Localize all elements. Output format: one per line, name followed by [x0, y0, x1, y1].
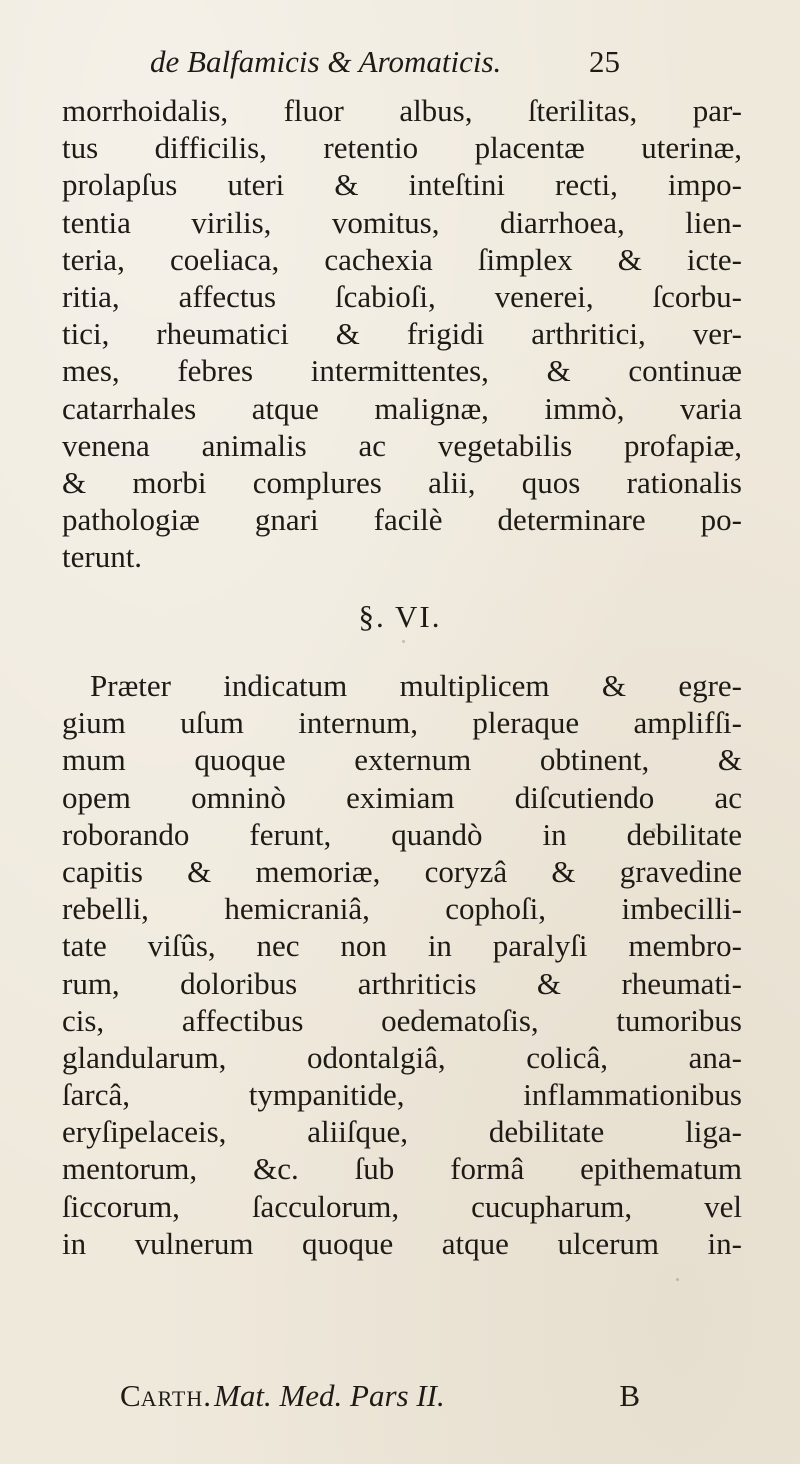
text-line: pathologiæ gnari facilè determinare po-: [62, 502, 742, 538]
page-number: 25: [589, 44, 620, 79]
text-line: cis, affectibus oedematoſis, tumoribus: [62, 1002, 742, 1038]
text-line: opem omninò eximiam diſcutiendo ac: [62, 779, 742, 815]
paragraph-1: [62, 92, 742, 575]
text-line: prolapſus uteri & inteſtini recti, impo-: [62, 167, 742, 203]
text-line: roborando ferunt, quandò in debilitate: [62, 816, 742, 852]
text-line: Præter indicatum multiplicem & egre-: [90, 668, 742, 703]
footer-source: Mat. Med. Pars II.: [214, 1378, 445, 1413]
paragraph-2: [62, 667, 742, 1262]
text-line: tentia virilis, vomitus, diarrhoea, lien-: [62, 204, 742, 240]
footer-signature: [120, 1376, 445, 1416]
text-line: capitis & memoriæ, coryzâ & gravedine: [62, 853, 742, 889]
text-line: in vulnerum quoque atque ulcerum in-: [62, 1225, 742, 1261]
text-line: & morbi complures alii, quos rationalis: [62, 464, 742, 500]
text-line: terunt.: [62, 539, 143, 575]
text-line: rum, doloribus arthriticis & rheumati-: [62, 965, 742, 1001]
text-line: tus difficilis, retentio placentæ uterinæ,: [62, 130, 742, 166]
text-line: ſarcâ, tympanitide, inflammationibus: [62, 1077, 742, 1113]
text-line: mentorum, &c. ſub formâ epithematum: [62, 1151, 742, 1187]
signature-initial: C: [120, 1378, 141, 1413]
signature-mark: B: [619, 1378, 640, 1413]
text-line: rebelli, hemicraniâ, cophoſi, imbecilli-: [62, 891, 742, 927]
signature-rest: arth.: [140, 1378, 213, 1413]
text-line: ſiccorum, ſacculorum, cucupharum, vel: [62, 1188, 742, 1224]
text-line: tate viſûs, nec non in paralyſi membro-: [62, 928, 742, 964]
text-line: glandularum, odontalgiâ, colicâ, ana-: [62, 1039, 742, 1075]
text-line: venena animalis ac vegetabilis profapiæ,: [62, 427, 742, 463]
paper-speck: [676, 1278, 679, 1281]
running-header: [150, 40, 620, 84]
running-title: de Balfamicis & Aromaticis.: [150, 44, 502, 79]
paper-speck: [402, 640, 405, 643]
text-line: mum quoque externum obtinent, &: [62, 742, 742, 778]
text-line: tici, rheumatici & frigidi arthritici, ver-: [62, 316, 742, 352]
text-line: teria, coeliaca, cachexia ſimplex & icte-: [62, 241, 742, 277]
text-line: catarrhales atque malignæ, immò, varia: [62, 390, 742, 426]
text-line: eryſipelaceis, aliiſque, debilitate liga-: [62, 1114, 742, 1150]
text-line: mes, febres intermittentes, & continuæ: [62, 353, 742, 389]
page-footer: [120, 1376, 640, 1416]
text-line: gium uſum internum, pleraque amplifſi-: [62, 705, 742, 741]
text-line: ritia, affectus ſcabioſi, venerei, ſcorbu-: [62, 278, 742, 314]
text-line: morrhoidalis, fluor albus, ſterilitas, par-: [62, 93, 742, 128]
section-heading: §. VI.: [358, 599, 442, 634]
